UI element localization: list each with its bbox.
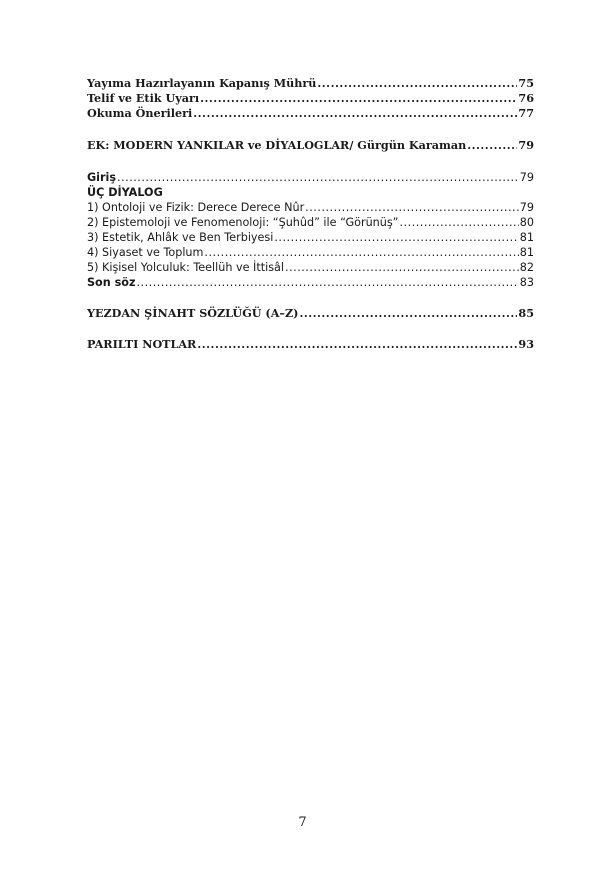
toc-entry-page: 76: [518, 91, 534, 105]
leader-dots: [204, 245, 518, 260]
toc-entry-title: EK: MODERN YANKILAR ve DİYALOGLAR/ Gürgün Karaman: [87, 138, 467, 152]
toc-entry-title: Telif ve Etik Uyarı: [87, 91, 200, 105]
page-number: 7: [298, 815, 307, 830]
leader-dots: [305, 200, 519, 215]
leader-dots: [136, 275, 518, 290]
toc-entry-page: 85: [518, 306, 534, 320]
leader-dots: [317, 76, 517, 91]
toc-entry-page: 75: [518, 76, 534, 90]
toc-entry-title: 5) Kişisel Yolculuk: Teellüh ve İttisâl: [87, 261, 285, 274]
toc-entry-page: 82: [519, 261, 534, 274]
leader-dots: [299, 306, 517, 321]
toc-entry-title: Giriş: [87, 171, 117, 184]
spacer: [87, 321, 534, 337]
section-heading-uc-diyalog: ÜÇ DİYALOG: [87, 186, 163, 199]
toc-entry-page: 79: [518, 138, 534, 152]
toc-entry-ek: [87, 138, 534, 153]
toc-entry-dialog-3: [87, 230, 534, 245]
toc-entry-page: 81: [519, 246, 534, 259]
toc-entry-title: 3) Estetik, Ahlâk ve Ben Terbiyesi: [87, 231, 274, 244]
leader-dots: [285, 260, 519, 275]
toc-entry-page: 79: [519, 201, 534, 214]
toc-entry-title: YEZDAN ŞİNAHT SÖZLÜĞÜ (A–Z): [87, 306, 299, 320]
toc-entry-son-soz: [87, 275, 534, 290]
toc-entry-title: Son söz: [87, 276, 136, 289]
leader-dots: [117, 170, 519, 185]
toc-entry-title: PARILTI NOTLAR: [87, 337, 197, 351]
toc-entry-notlar: [87, 337, 534, 352]
table-of-contents: [87, 76, 534, 352]
toc-entry-kapanis-muhru: [87, 76, 534, 91]
toc-entry-page: 80: [519, 216, 534, 229]
toc-entry-okuma-onerileri: [87, 106, 534, 121]
toc-entry-page: 81: [519, 231, 534, 244]
spacer: [87, 153, 534, 170]
leader-dots: [467, 138, 517, 153]
toc-entry-title: 4) Siyaset ve Toplum: [87, 246, 204, 259]
leader-dots: [274, 230, 518, 245]
toc-entry-dialog-2: [87, 215, 534, 230]
toc-entry-page: 79: [519, 171, 534, 184]
toc-entry-page: 83: [519, 276, 534, 289]
leader-dots: [200, 91, 517, 106]
toc-entry-dialog-5: [87, 260, 534, 275]
toc-entry-telif: [87, 91, 534, 106]
toc-entry-title: 2) Epistemoloji ve Fenomenoloji: “Şuhûd” ile “Görünüş”: [87, 216, 399, 229]
spacer: [87, 290, 534, 306]
toc-entry-dialog-4: [87, 245, 534, 260]
leader-dots: [197, 337, 517, 352]
spacer: [87, 121, 534, 138]
leader-dots: [399, 215, 518, 230]
toc-entry-title: Yayıma Hazırlayanın Kapanış Mührü: [87, 76, 317, 90]
toc-entry-title: 1) Ontoloji ve Fizik: Derece Derece Nûr: [87, 201, 305, 214]
toc-entry-title: Okuma Önerileri: [87, 106, 193, 120]
leader-dots: [193, 106, 517, 121]
toc-entry-page: 77: [518, 106, 534, 120]
toc-entry-sozluk: [87, 306, 534, 321]
toc-entry-giris: [87, 170, 534, 185]
toc-entry-page: 93: [518, 337, 534, 351]
toc-entry-dialog-1: [87, 200, 534, 215]
